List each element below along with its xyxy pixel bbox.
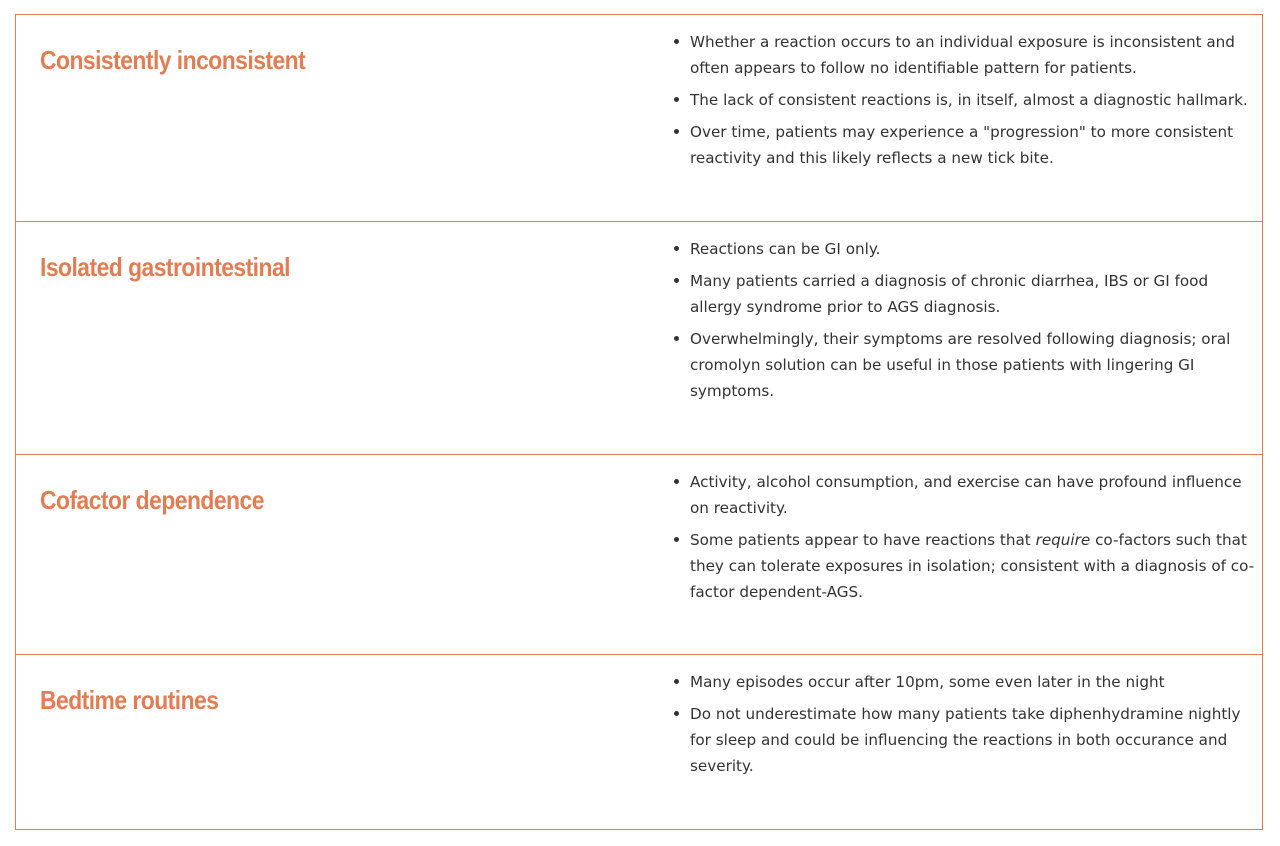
bullet-list [690, 29, 1258, 177]
list-item-text: Some patients appear to have reactions that [690, 531, 1036, 549]
list-item: Do not underestimate how many patients take diphenhydramine nightly for sleep and could be influencing the reactions in both occurance and severity. [690, 701, 1258, 779]
list-item: Whether a reaction occurs to an individual exposure is inconsistent and often appears to follow no identifiable pattern for patients. [690, 29, 1258, 81]
list-item: Many patients carried a diagnosis of chronic diarrhea, IBS or GI food allergy syndrome prior to AGS diagnosis. [690, 268, 1258, 320]
list-item: Over time, patients may experience a "progression" to more consistent reactivity and this likely reflects a new tick bite. [690, 119, 1258, 171]
list-item: Many episodes occur after 10pm, some even later in the night [690, 669, 1258, 695]
criteria-table [15, 14, 1263, 830]
list-item-emphasis: require [1035, 531, 1091, 549]
table-row-consistently-inconsistent [16, 15, 1262, 222]
bullet-list [690, 236, 1258, 410]
list-item: The lack of consistent reactions is, in itself, almost a diagnostic hallmark. [690, 87, 1258, 113]
list-item [690, 527, 1258, 605]
table-row-bedtime-routines [16, 655, 1262, 829]
row-heading: Consistently inconsistent [40, 45, 306, 75]
bullet-list [690, 669, 1258, 785]
list-item-text: co-factors such that they can tolerate exposures in isolation; consistent with a diagnosis of co-factor dependent-AGS. [690, 531, 1255, 601]
row-heading: Isolated gastrointestinal [40, 252, 290, 282]
bullet-list [690, 469, 1258, 611]
row-heading: Cofactor dependence [40, 485, 264, 515]
list-item: Overwhelmingly, their symptoms are resolved following diagnosis; oral cromolyn solution can be useful in those patients with lingering GI symptoms. [690, 326, 1258, 404]
row-heading: Bedtime routines [40, 685, 219, 715]
table-row-cofactor-dependence [16, 455, 1262, 655]
list-item: Reactions can be GI only. [690, 236, 1258, 262]
table-row-isolated-gastrointestinal [16, 222, 1262, 455]
list-item: Activity, alcohol consumption, and exercise can have profound influence on reactivity. [690, 469, 1258, 521]
